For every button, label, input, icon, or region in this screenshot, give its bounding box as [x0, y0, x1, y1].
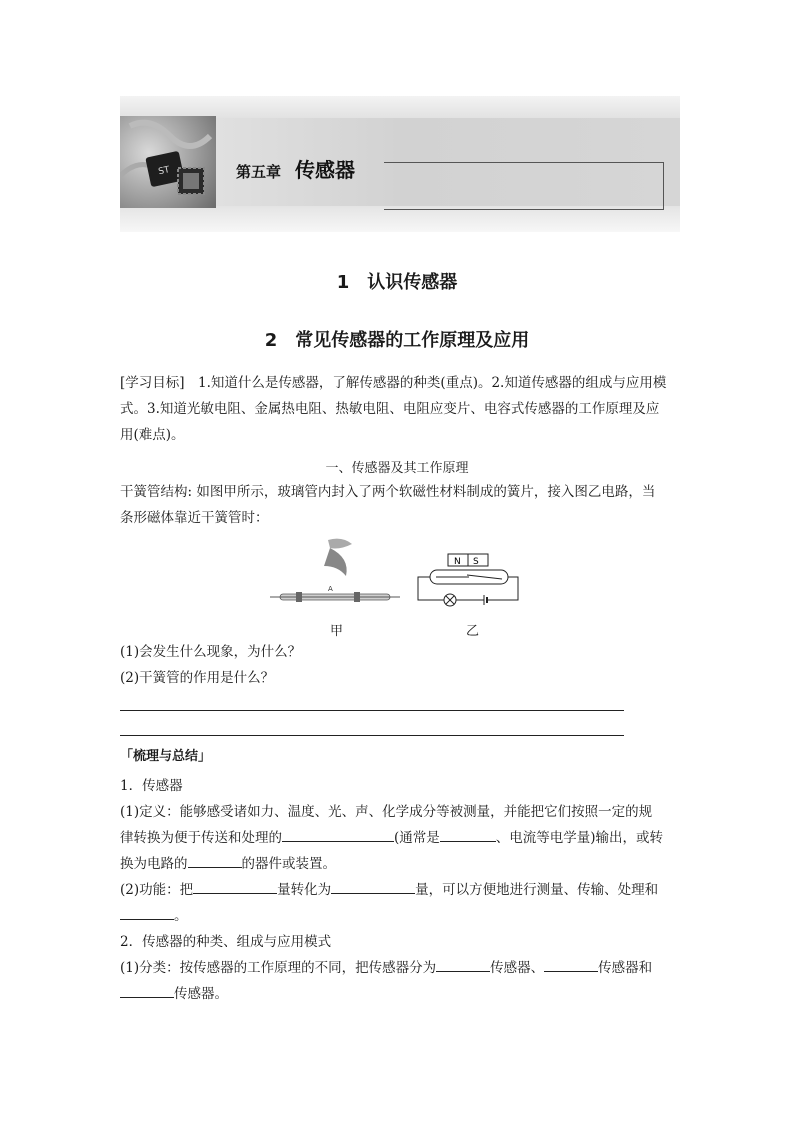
function-line-1: (2)功能：把 量转化为 量，可以方便地进行测量、传输、处理和	[120, 882, 659, 898]
reed-intro-line-1: 干簧管结构: 如图甲所示，玻璃管内封入了两个软磁性材料制成的簧片，接入图乙电路，当	[120, 484, 656, 500]
section-heading-1: 1 认识传感器	[336, 272, 458, 293]
question-1: (1)会发生什么现象，为什么？	[120, 644, 302, 660]
goals-label: [学习目标]	[120, 375, 185, 391]
answer-line-2	[120, 735, 624, 736]
fill-blank[interactable]	[544, 958, 598, 972]
banner-top-strip	[120, 96, 680, 118]
goals-line-2: 式。3.知道光敏电阻、金属热电阻、热敏电阻、电阻应变片、电容式传感器的工作原理及应	[120, 401, 660, 417]
summary-body	[120, 773, 676, 1007]
chapter-banner	[120, 96, 680, 232]
reed-circuit-diagram	[414, 552, 522, 608]
fill-blank[interactable]	[120, 984, 174, 998]
fill-blank[interactable]	[440, 828, 496, 842]
magnet-s-label: S	[473, 557, 479, 567]
chapter-title	[236, 154, 355, 183]
figure-a-label: 甲	[330, 624, 344, 639]
function-line-2: 。	[120, 903, 676, 929]
chapter-number: 第五章	[236, 163, 282, 181]
fill-blank[interactable]	[193, 880, 277, 894]
summary-item-1: 1．传感器	[120, 778, 183, 794]
definition-line-1: (1)定义：能够感受诸如力、温度、光、声、化学成分等被测量，并能把它们按照一定的规	[120, 804, 653, 820]
definition-line-2: 律转换为便于传送和处理的 (通常是 、电流等电学量)输出，或转	[120, 830, 664, 846]
learning-goals	[120, 370, 676, 448]
figure-b-label: 乙	[466, 624, 480, 639]
banner-frame	[384, 162, 664, 210]
classification-line-1: (1)分类：按传感器的工作原理的不同，把传感器分为 传感器、 传感器和	[120, 960, 653, 976]
fill-blank[interactable]	[120, 906, 174, 920]
questions	[120, 639, 676, 691]
goals-line-1: 1.知道什么是传感器，了解传感器的种类(重点)。2.知道传感器的组成与应用模	[198, 375, 667, 391]
chapter-name: 传感器	[295, 158, 356, 182]
fill-blank[interactable]	[282, 828, 394, 842]
fill-blank[interactable]	[331, 880, 415, 894]
answer-line-1	[120, 710, 624, 711]
question-2: (2)干簧管的作用是什么？	[120, 670, 275, 686]
fill-blank[interactable]	[436, 958, 490, 972]
reed-intro-line-2: 条形磁体靠近干簧管时：	[120, 510, 269, 526]
reed-switch-photo	[270, 536, 400, 614]
goals-line-3: 用(难点)。	[120, 427, 185, 443]
summary-item-2: 2．传感器的种类、组成与应用模式	[120, 934, 332, 950]
section-heading-2: 2 常见传感器的工作原理及应用	[264, 330, 530, 351]
classification-line-2: 传感器。	[120, 981, 676, 1007]
reed-intro	[120, 479, 676, 531]
fill-blank[interactable]	[188, 854, 242, 868]
svg-text:ST: ST	[157, 165, 171, 178]
svg-text:A: A	[328, 585, 333, 593]
summary-title: 「梳理与总结」	[120, 749, 212, 764]
magnet-n-label: N	[454, 557, 461, 567]
chip-image	[120, 116, 216, 208]
definition-line-3: 换为电路的 的器件或装置。	[120, 856, 336, 872]
section-1-title: 一、传感器及其工作原理	[325, 461, 469, 476]
